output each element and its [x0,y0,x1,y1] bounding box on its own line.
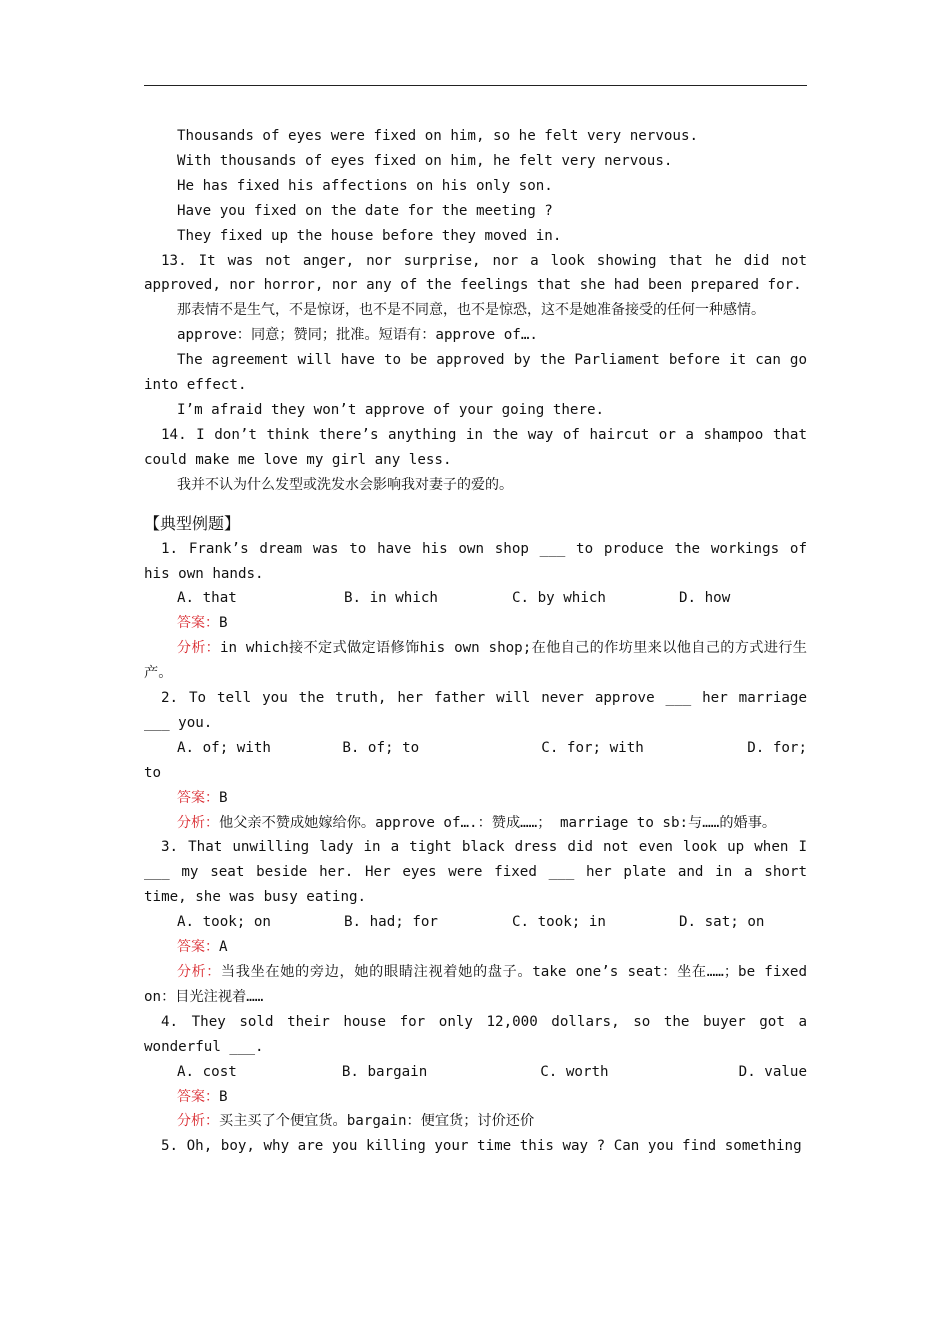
answer-label: 答案： [177,939,219,956]
option: C. by which [512,590,606,607]
answer-value: B [219,615,228,632]
analysis-label: 分析： [177,640,220,657]
example-sentence: Thousands of eyes were fixed on him, so he felt very nervous. [177,128,699,144]
option: B. in which [344,590,438,607]
option: D. sat; on [679,914,765,931]
analysis-text: 买主买了个便宜货。bargain：便宜货；讨价还价 [219,1113,535,1130]
question-stem: 1. Frank’s dream was to have his own shop ___ to produce the workings of his own hands. [144,540,807,582]
option: C. for; with [541,739,644,756]
example-sentence: With thousands of eyes fixed on him, he felt very nervous. [177,152,673,169]
section-heading: 【典型例题】 [144,513,241,533]
item-13-note: approve：同意；赞同；批准。短语有：approve of…. [177,327,538,344]
answer-line [144,611,807,636]
analysis-line [144,636,807,686]
analysis-line [144,811,807,836]
analysis-label: 分析： [177,1113,219,1130]
example-sentence: Have you fixed on the date for the meeting ? [177,202,553,219]
answer-value: B [219,789,228,806]
option: B. had; for [344,914,438,931]
item-14-translation: 我并不认为什么发型或洗发水会影响我对妻子的爱的。 [177,476,513,493]
option: A. took; on [177,914,271,931]
answer-line [144,1085,807,1110]
answer-line [144,935,807,960]
option: D. how [679,590,731,607]
option: C. took; in [512,914,606,931]
analysis-line [144,1109,807,1134]
question-stem: 3. That unwilling lady in a tight black dress did not even look up when I ___ my seat beside her. Her eyes were fixed ___ her plate and in a short time, she was busy eating. [144,839,807,906]
option-wrap: to [144,764,162,781]
option: D. for; [747,739,807,756]
item-13-text: 13. It was not anger, nor surprise, nor a look showing that he did not approved, nor horror, nor any of the feelings that she had been prepared for. [144,252,807,294]
item-14-text: 14. I don’t think there’s anything in the way of haircut or a shampoo that could make me love my girl any less. [144,426,807,468]
option: A. that [177,590,237,607]
option: B. of; to [342,739,420,756]
question-stem: 5. Oh, boy, why are you killing your time this way ? Can you find something [161,1138,802,1155]
analysis-line [144,960,807,1010]
question-stem: 2. To tell you the truth, her father will never approve ___ her marriage ___ you. [144,690,807,731]
question-options [144,910,807,935]
item-13-example: I’m afraid they won’t approve of your going there. [177,401,605,418]
item-13-translation: 那表情不是生气，不是惊讶，也不是不同意，也不是惊恐，这不是她准备接受的任何一种感情。 [177,302,765,319]
item-13-example: The agreement will have to be approved by the Parliament before it can go into effect. [144,352,807,394]
question-stem: 4. They sold their house for only 12,000 dollars, so the buyer got a wonderful ___. [144,1013,807,1055]
answer-line [144,786,807,811]
analysis-text: 当我坐在她的旁边，她的眼睛注视着她的盘子。take one’s seat：坐在……；be fixed on：目光注视着…… [144,964,808,1005]
question-options [144,1060,807,1085]
answer-value: B [219,1088,228,1105]
analysis-text: in which接不定式做定语修饰his own shop;在他自己的作坊里来以他自己的方式进行生产。 [144,640,807,682]
option: C. worth [540,1063,609,1080]
option: D. value [738,1063,807,1080]
option: A. cost [177,1063,237,1080]
answer-label: 答案： [177,615,219,632]
question-options [144,736,807,761]
header-rule [144,85,807,86]
analysis-text: 他父亲不赞成她嫁给你。approve of….：赞成……； marriage to sb:与……的婚事。 [219,814,777,831]
answer-value: A [219,939,228,956]
answer-label: 答案： [177,789,219,806]
analysis-label: 分析： [177,964,221,980]
example-sentence: They fixed up the house before they moved in. [177,227,562,244]
question-options [144,586,807,611]
analysis-label: 分析： [177,814,219,831]
option: B. bargain [341,1063,428,1080]
document-body [144,124,807,1159]
example-sentence: He has fixed his affections on his only son. [177,177,553,194]
option: A. of; with [177,739,271,756]
answer-label: 答案： [177,1088,219,1105]
